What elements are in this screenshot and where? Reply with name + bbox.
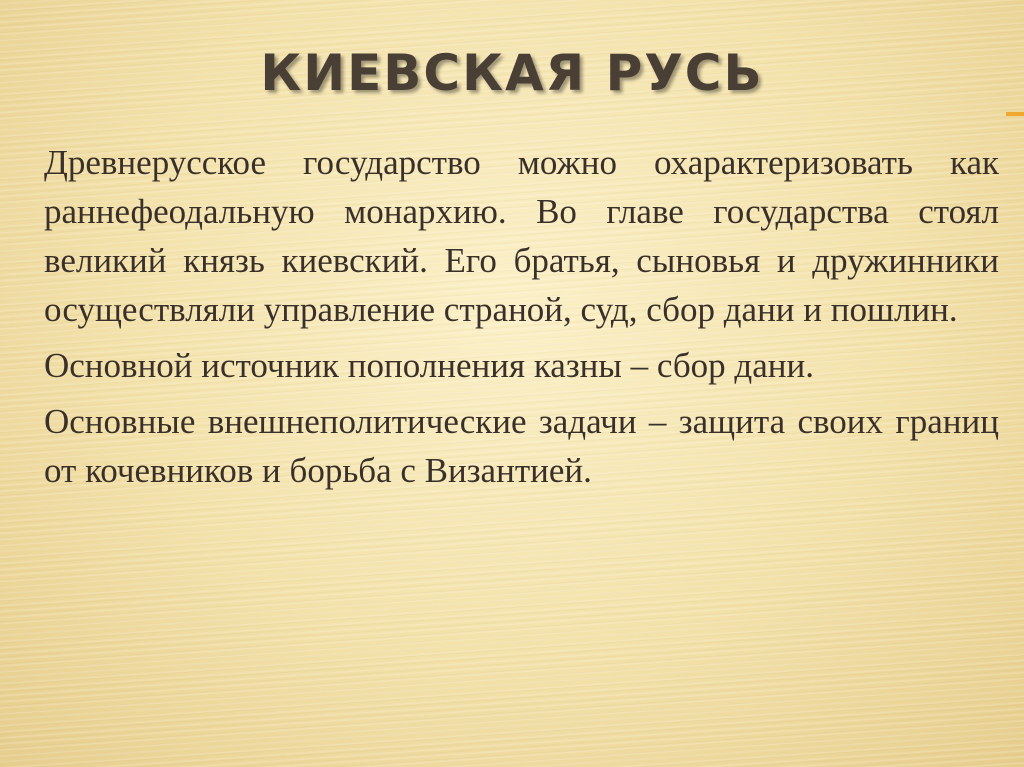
accent-line [1006, 112, 1024, 116]
slide-title: КИЕВСКАЯ РУСЬ [260, 44, 764, 102]
paragraph-2: Основной источник пополнения казны – сбор дани. [44, 346, 814, 385]
paragraph-1: Древнерусское государство можно охарактеризовать как раннефеодальную монархию. Во главе государства стоял великий князь киевский. Его братья, сыновья и дружинники осуществляли управление страной, суд, сбор дани и пошлин. [44, 143, 999, 329]
paragraph-3: Основные внешнеполитические задачи – защита своих границ от кочевников и борьба с Византией. [44, 402, 999, 490]
slide-body [44, 138, 999, 502]
